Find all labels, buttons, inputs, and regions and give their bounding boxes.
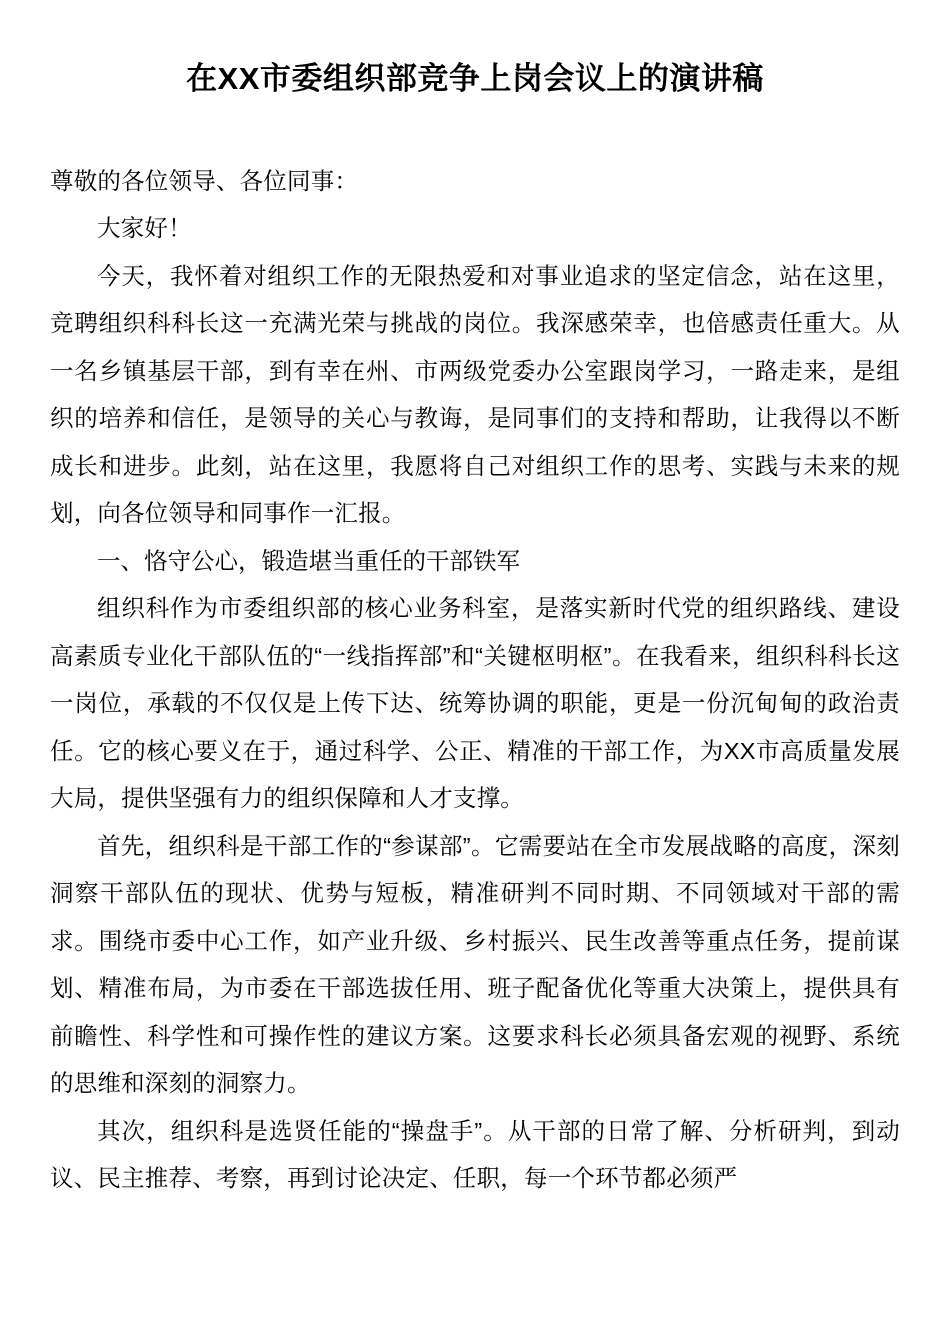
greeting-line: 大家好！ <box>97 215 192 242</box>
title-spacer <box>50 100 900 158</box>
document-body <box>50 0 900 1203</box>
salutation-line: 尊敬的各位领导、各位同事： <box>50 167 359 194</box>
paragraph-body-3: 其次，组织科是选贤任能的“操盘手”。从干部的日常了解、分析研判，到动议、民主推荐、考察，再到讨论决定、任职，每一个环节都必须严 <box>50 1117 900 1192</box>
paragraph-body-2: 首先，组织科是干部工作的“参谋部”。它需要站在全市发展战略的高度，深刻洞察干部队伍的现状、优势与短板，精准研判不同时期、不同领域对干部的需求。围绕市委中心工作，如产业升级、乡村振兴、民生改善等重点任务，提前谋划、精准布局，为市委在干部选拔任用、班子配备优化等重大决策上，提供具有前瞻性、科学性和可操作性的建议方案。这要求科长必须具备宏观的视野、系统的思维和深刻的洞察力。 <box>50 832 900 1097</box>
paragraph-body-1: 组织科作为市委组织部的核心业务科室，是落实新时代党的组织路线、建设高素质专业化干部队伍的“一线指挥部”和“关键枢明枢”。在我看来，组织科科长这一岗位，承载的不仅仅是上传下达、统筹协调的职能，更是一份沉甸甸的政治责任。它的核心要义在于，通过科学、公正、精准的干部工作，为XX市高质量发展大局，提供坚强有力的组织保障和人才支撑。 <box>50 595 900 812</box>
paragraph-opening: 今天，我怀着对组织工作的无限热爱和对事业追求的坚定信念，站在这里，竞聘组织科科长这一充满光荣与挑战的岗位。我深感荣幸，也倍感责任重大。从一名乡镇基层干部，到有幸在州、市两级党委办公室跟岗学习，一路走来，是组织的培养和信任，是领导的关心与教诲，是同事们的支持和帮助，让我得以不断成长和进步。此刻，站在这里，我愿将自己对组织工作的思考、实践与未来的规划，向各位领导和同事作一汇报。 <box>50 262 900 527</box>
section-heading-1: 一、恪守公心，锻造堪当重任的干部铁军 <box>97 547 520 574</box>
page-title: 在XX市委组织部竞争上岗会议上的演讲稿 <box>186 61 764 96</box>
